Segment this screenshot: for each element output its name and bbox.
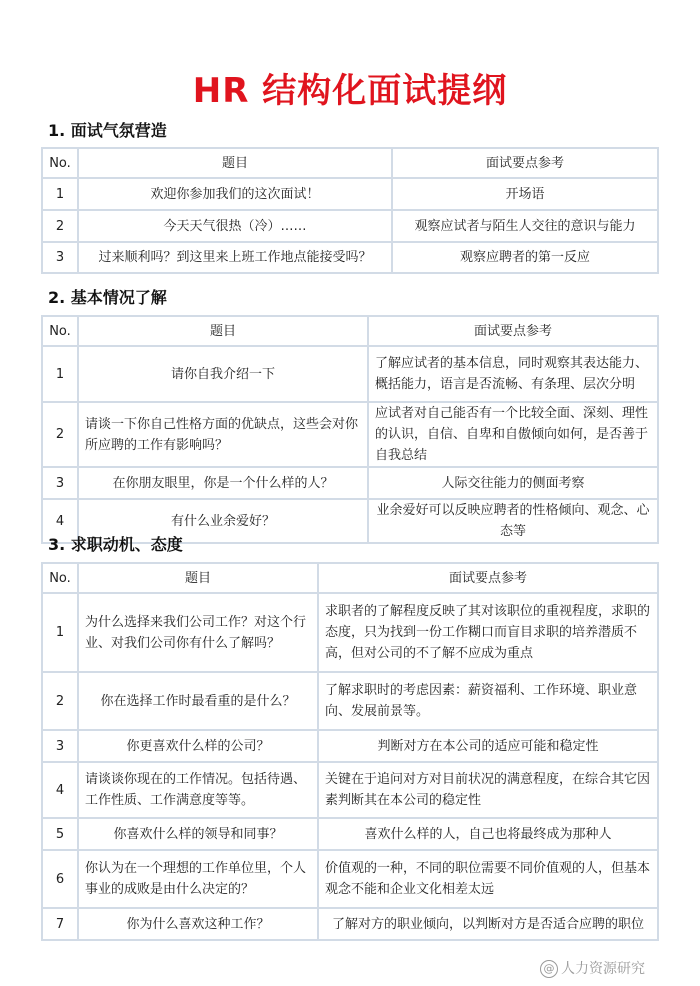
column-header-question: 题目 xyxy=(78,316,368,346)
row-question: 今天天气很热（冷）…… xyxy=(78,210,392,242)
row-number: 3 xyxy=(42,467,78,499)
row-point: 应试者对自己能否有一个比较全面、深刻、理性的认识，自信、自卑和自傲倾向如何，是否善于自我总结 xyxy=(368,402,658,467)
row-number: 4 xyxy=(42,499,78,543)
page-title: HR 结构化面试提纲 xyxy=(192,71,508,111)
section-heading-atmosphere: 1. 面试气氛营造 xyxy=(48,121,167,140)
table-row xyxy=(42,178,658,210)
table-row xyxy=(42,672,658,730)
row-point: 判断对方在本公司的适应可能和稳定性 xyxy=(318,730,658,762)
row-question: 请你自我介绍一下 xyxy=(78,346,368,402)
table-row xyxy=(42,593,658,672)
row-number: 2 xyxy=(42,672,78,730)
row-point: 关键在于追问对方对目前状况的满意程度，在综合其它因素判断其在本公司的稳定性 xyxy=(318,762,658,818)
row-question: 欢迎你参加我们的这次面试！ xyxy=(78,178,392,210)
row-point: 求职者的了解程度反映了其对该职位的重视程度，求职的态度，只为找到一份工作糊口而盲目求职的培养潜质不高，但对公司的不了解不应成为重点 xyxy=(318,593,658,672)
row-question: 你认为在一个理想的工作单位里，个人事业的成败是由什么决定的？ xyxy=(78,850,318,908)
table-row xyxy=(42,730,658,762)
table-row xyxy=(42,402,658,467)
row-point: 开场语 xyxy=(392,178,658,210)
table-row xyxy=(42,242,658,273)
column-header-no: No. xyxy=(42,316,78,346)
column-header-point: 面试要点参考 xyxy=(368,316,658,346)
column-header-no: No. xyxy=(42,563,78,593)
row-point: 业余爱好可以反映应聘者的性格倾向、观念、心态等 xyxy=(368,499,658,543)
watermark xyxy=(540,957,700,981)
table-header-row xyxy=(42,148,658,178)
table-row xyxy=(42,467,658,499)
at-icon: @ xyxy=(540,960,558,978)
row-number: 5 xyxy=(42,818,78,850)
row-number: 3 xyxy=(42,242,78,273)
row-number: 7 xyxy=(42,908,78,940)
row-number: 4 xyxy=(42,762,78,818)
table-row xyxy=(42,818,658,850)
row-point: 观察应试者与陌生人交往的意识与能力 xyxy=(392,210,658,242)
row-question: 你更喜欢什么样的公司？ xyxy=(78,730,318,762)
column-header-no: No. xyxy=(42,148,78,178)
row-point: 喜欢什么样的人，自己也将最终成为那种人 xyxy=(318,818,658,850)
table-atmosphere xyxy=(41,147,659,274)
table-row xyxy=(42,762,658,818)
row-point: 了解应试者的基本信息，同时观察其表达能力、概括能力，语言是否流畅、有条理、层次分明 xyxy=(368,346,658,402)
row-point: 了解求职时的考虑因素：薪资福利、工作环境、职业意向、发展前景等。 xyxy=(318,672,658,730)
row-number: 1 xyxy=(42,346,78,402)
row-question: 你在选择工作时最看重的是什么？ xyxy=(78,672,318,730)
table-row xyxy=(42,210,658,242)
row-number: 3 xyxy=(42,730,78,762)
section-heading-motivation: 3. 求职动机、态度 xyxy=(48,535,183,554)
row-question: 你喜欢什么样的领导和同事？ xyxy=(78,818,318,850)
row-point: 观察应聘者的第一反应 xyxy=(392,242,658,273)
row-point: 了解对方的职业倾向，以判断对方是否适合应聘的职位 xyxy=(318,908,658,940)
table-motivation xyxy=(41,562,659,941)
table-header-row xyxy=(42,563,658,593)
watermark-text: 人力资源研究 xyxy=(561,961,645,977)
row-question: 有什么业余爱好？ xyxy=(78,499,368,543)
table-header-row xyxy=(42,316,658,346)
row-point: 人际交往能力的侧面考察 xyxy=(368,467,658,499)
row-question: 请谈谈你现在的工作情况。包括待遇、工作性质、工作满意度等等。 xyxy=(78,762,318,818)
table-row xyxy=(42,850,658,908)
row-point: 价值观的一种，不同的职位需要不同价值观的人，但基本观念不能和企业文化相差太远 xyxy=(318,850,658,908)
row-question: 过来顺利吗？到这里来上班工作地点能接受吗？ xyxy=(78,242,392,273)
column-header-question: 题目 xyxy=(78,563,318,593)
table-row xyxy=(42,346,658,402)
section-heading-basic-info: 2. 基本情况了解 xyxy=(48,288,167,307)
table-basic-info xyxy=(41,315,659,544)
row-number: 1 xyxy=(42,593,78,672)
row-question: 为什么选择来我们公司工作？对这个行业、对我们公司你有什么了解吗？ xyxy=(78,593,318,672)
row-number: 1 xyxy=(42,178,78,210)
table-row xyxy=(42,908,658,940)
row-question: 你为什么喜欢这种工作？ xyxy=(78,908,318,940)
row-question: 在你朋友眼里，你是一个什么样的人？ xyxy=(78,467,368,499)
row-number: 6 xyxy=(42,850,78,908)
column-header-point: 面试要点参考 xyxy=(392,148,658,178)
row-question: 请谈一下你自己性格方面的优缺点，这些会对你所应聘的工作有影响吗？ xyxy=(78,402,368,467)
column-header-point: 面试要点参考 xyxy=(318,563,658,593)
column-header-question: 题目 xyxy=(78,148,392,178)
row-number: 2 xyxy=(42,210,78,242)
row-number: 2 xyxy=(42,402,78,467)
